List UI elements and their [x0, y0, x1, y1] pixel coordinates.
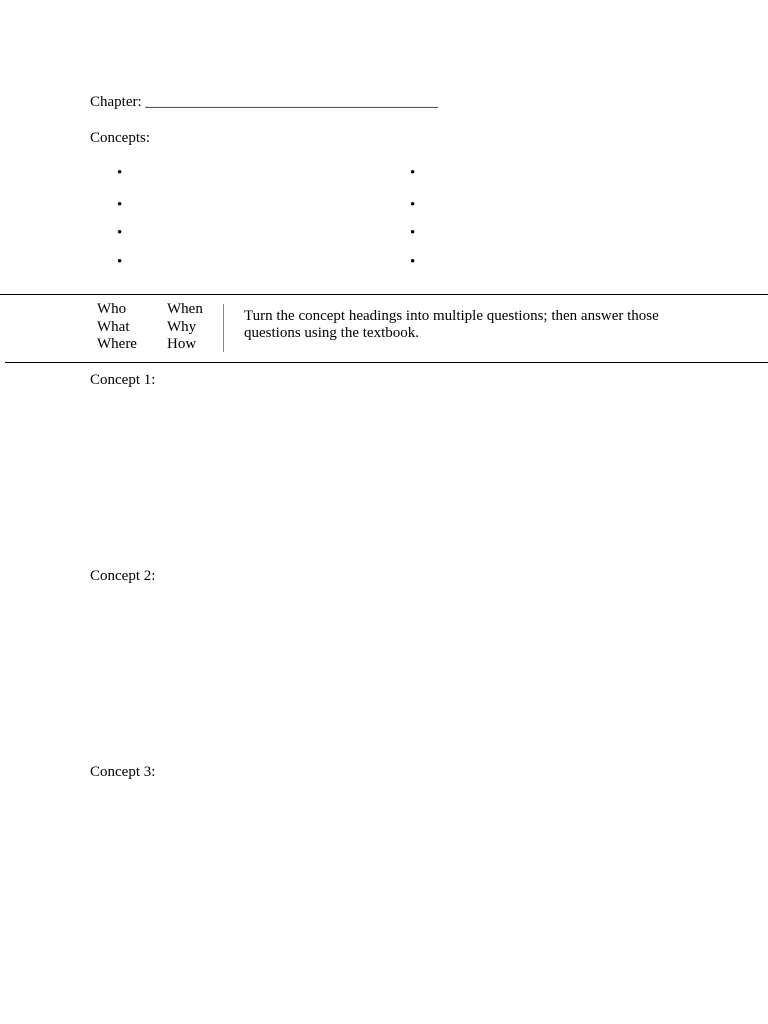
question-words-col2	[167, 301, 203, 354]
concept-bullet-left-1: •	[117, 165, 123, 181]
concept-bullet-right-3: •	[410, 225, 416, 241]
question-word-who: Who	[97, 301, 127, 317]
band-top-rule	[0, 294, 768, 295]
question-word-how: How	[167, 336, 197, 352]
question-words-col1	[97, 301, 137, 354]
concept-bullet-left-2: •	[117, 197, 123, 213]
band-divider	[223, 304, 224, 352]
concept-1-heading: Concept 1:	[90, 372, 156, 388]
question-word-why: Why	[167, 318, 197, 335]
concepts-heading: Concepts:	[90, 130, 150, 146]
question-word-what: What	[97, 318, 130, 335]
instructions-text: Turn the concept headings into multiple questions; then answer those questions using the textbook.	[244, 308, 659, 341]
band-bottom-rule	[5, 362, 768, 363]
concept-3-heading: Concept 3:	[90, 764, 156, 780]
concept-bullet-right-4: •	[410, 254, 416, 270]
concept-bullet-left-3: •	[117, 225, 123, 241]
concept-bullet-left-4: •	[117, 254, 123, 270]
concept-bullet-right-2: •	[410, 197, 416, 213]
chapter-line: Chapter: _______________________________________	[90, 94, 438, 110]
question-word-when: When	[167, 301, 203, 317]
question-word-where: Where	[97, 336, 137, 352]
concept-bullet-right-1: •	[410, 165, 416, 181]
concept-2-heading: Concept 2:	[90, 568, 156, 584]
